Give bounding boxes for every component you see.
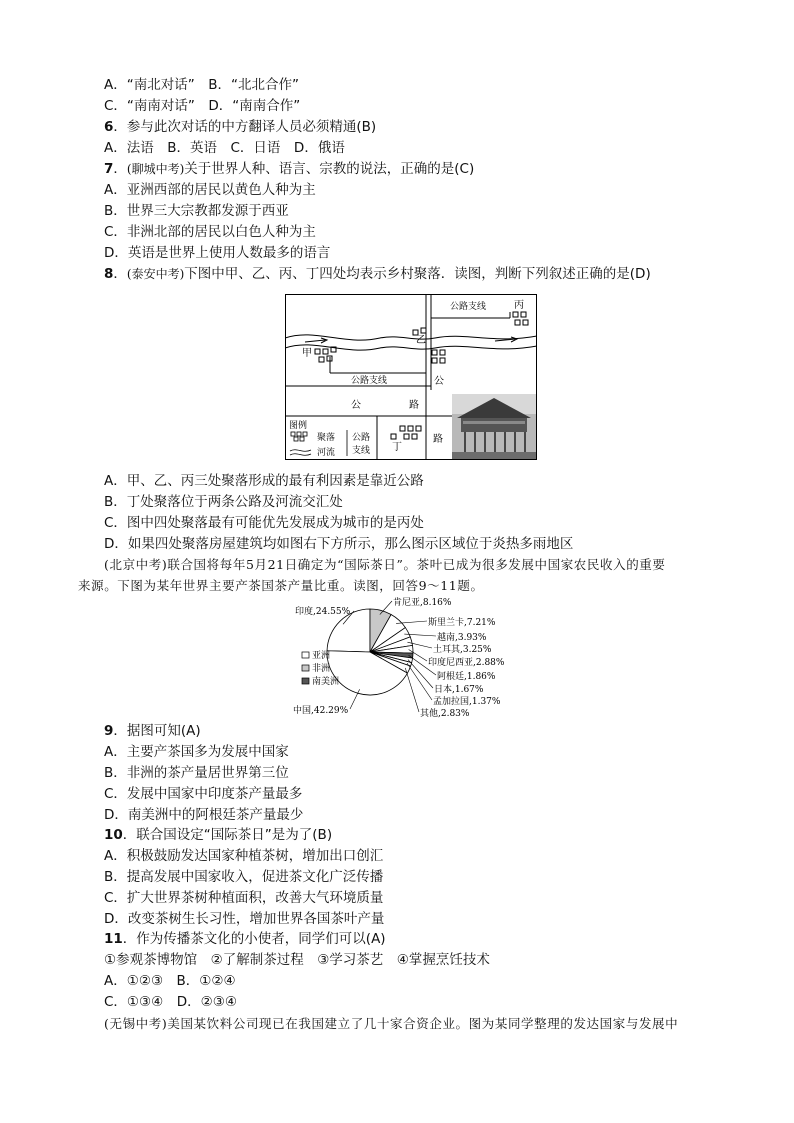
question-text: 关于世界人种、语言、宗教的说法，正确的是(C) [184, 161, 475, 177]
settlement-map [285, 294, 537, 460]
q8-option-c: C．图中四处聚落最有可能优先发展成为城市的是丙处 [104, 515, 424, 531]
pie-label-肯尼亚: 肯尼亚,8.16% [393, 598, 452, 608]
question-number: 10 [104, 827, 123, 843]
label-jia: 甲 [302, 348, 312, 359]
pie-label-印度尼西亚: 印度尼西亚,2.88% [428, 658, 505, 668]
label-branch-mid: 公路支线 [351, 376, 388, 386]
q7-option-b: B．世界三大宗教都发源于西亚 [104, 203, 289, 219]
pie-label-日本: 日本,1.67% [434, 685, 484, 695]
question-8: 8．(泰安中考)下图中甲、乙、丙、丁四处均表示乡村聚落．读图，判断下列叙述正确的是(D) [104, 266, 651, 282]
legend-title: 图例 [289, 421, 308, 431]
q10-option-b: B．提高发展中国家收入，促进茶文化广泛传播 [104, 869, 384, 885]
label-road-lu2: 路 [409, 400, 419, 411]
q6-options: A．法语 B．英语 C．日语 D．俄语 [104, 140, 345, 156]
question-number: 9 [104, 723, 114, 739]
question-9 [104, 722, 201, 740]
label-ding: 丁 [392, 442, 402, 453]
question-source: (聊城中考) [126, 162, 185, 176]
pie-label-其他: 其他,2.83% [420, 709, 470, 719]
question-number: 11 [104, 931, 123, 947]
pie-label-中国: 中国,42.29% [293, 706, 349, 716]
q8-option-d: D．如果四处聚落房屋建筑均如图右下方所示，那么图示区域位于炎热多雨地区 [104, 536, 574, 552]
q10-option-c: C．扩大世界茶树种植面积，改善大气环境质量 [104, 890, 384, 906]
label-road-gong: 公 [434, 376, 444, 387]
pie-label-土耳其: 土耳其,3.25% [433, 645, 492, 655]
question-number: 6 [104, 119, 114, 135]
pie-label-越南: 越南,3.93% [437, 633, 487, 643]
pie-label-印度: 印度,24.55% [295, 607, 351, 617]
label-branch-top: 公路支线 [450, 302, 487, 312]
q5-options-line2: C．“南南对话” D．“南南合作” [104, 98, 301, 114]
tea-production-pie-chart [290, 592, 540, 722]
legend-label-非洲: 非洲 [312, 664, 331, 674]
question-text: ．参与此次对话的中方翻译人员必须精通(B) [113, 119, 377, 135]
intro-9-11-line1: (北京中考)联合国将每年5月21日确定为“国际茶日”。茶叶已成为很多发展中国家农民收入的重要 [104, 557, 666, 572]
legend-label-亚洲: 亚洲 [312, 651, 331, 661]
legend-swatch-南美洲 [302, 678, 309, 684]
q9-option-b: B．非洲的茶产量居世界第三位 [104, 765, 289, 781]
question-text: ．作为传播茶文化的小使者，同学们可以(A) [122, 931, 386, 947]
q5-options-line1: A．“南北对话” B．“北北合作” [104, 77, 299, 93]
q10-option-d: D．改变茶树生长习性，增加世界各国茶叶产量 [104, 911, 385, 927]
pie-label-孟加拉国: 孟加拉国,1.37% [433, 697, 501, 707]
legend-swatch-非洲 [302, 665, 309, 671]
q8-option-b: B．丁处聚落位于两条公路及河流交汇处 [104, 494, 343, 510]
legend-road1: 公路 [352, 433, 371, 443]
question-text: ．联合国设定“国际茶日”是为了(B) [122, 827, 333, 843]
q10-option-a: A．积极鼓励发达国家种植茶树，增加出口创汇 [104, 848, 384, 864]
pie-label-阿根廷: 阿根廷,1.86% [437, 672, 496, 682]
question-text: ．据图可知(A) [113, 723, 201, 739]
question-6 [104, 118, 376, 136]
label-road-gong2: 公 [351, 400, 361, 411]
pie-leader-其他 [405, 668, 419, 712]
stilt-house-photo [452, 394, 536, 459]
question-7: 7．(聊城中考)关于世界人种、语言、宗教的说法，正确的是(C) [104, 161, 475, 177]
q7-option-c: C．非洲北部的居民以白色人种为主 [104, 224, 316, 240]
q9-option-a: A．主要产茶国多为发展中国家 [104, 744, 289, 760]
q7-option-d: D．英语是世界上使用人数最多的语言 [104, 245, 331, 261]
legend-label-南美洲: 南美洲 [312, 677, 340, 687]
question-11 [104, 930, 386, 948]
q11-items: ①参观茶博物馆 ②了解制茶过程 ③学习茶艺 ④掌握烹饪技术 [104, 952, 490, 968]
label-bing: 丙 [514, 300, 524, 311]
q11-options-cd: C．①③④ D．②③④ [104, 994, 237, 1010]
legend-settlement: 聚落 [317, 433, 336, 443]
legend-swatch-亚洲 [302, 652, 309, 658]
legend-road2: 支线 [352, 446, 371, 456]
label-yi: 乙 [416, 335, 426, 346]
pie-label-斯里兰卡: 斯里兰卡,7.21% [428, 618, 496, 628]
question-text: 下图中甲、乙、丙、丁四处均表示乡村聚落．读图，判断下列叙述正确的是(D) [184, 266, 651, 282]
question-10 [104, 826, 332, 844]
question-number: 8 [104, 266, 114, 282]
q9-option-d: D．南美洲中的阿根廷茶产量最少 [104, 807, 304, 823]
q7-option-a: A．亚洲西部的居民以黄色人种为主 [104, 182, 316, 198]
intro-9-11-line2: 来源。下图为某年世界主要产茶国茶产量比重。读图，回答9～11题。 [78, 578, 484, 593]
pie-leader-孟加拉国 [407, 663, 432, 700]
question-number: 7 [104, 161, 114, 177]
legend-river: 河流 [317, 448, 336, 458]
q9-option-c: C．发展中国家中印度茶产量最多 [104, 786, 303, 802]
tail-paragraph-line1: (无锡中考)美国某饮料公司现已在我国建立了几十家合资企业。图为某同学整理的发达国家与发展中 [104, 1016, 679, 1031]
q11-options-ab: A．①②③ B．①②④ [104, 973, 236, 989]
q8-option-a: A．甲、乙、丙三处聚落形成的最有利因素是靠近公路 [104, 473, 424, 489]
question-source: (泰安中考) [126, 267, 185, 281]
label-road-lu: 路 [433, 434, 443, 445]
